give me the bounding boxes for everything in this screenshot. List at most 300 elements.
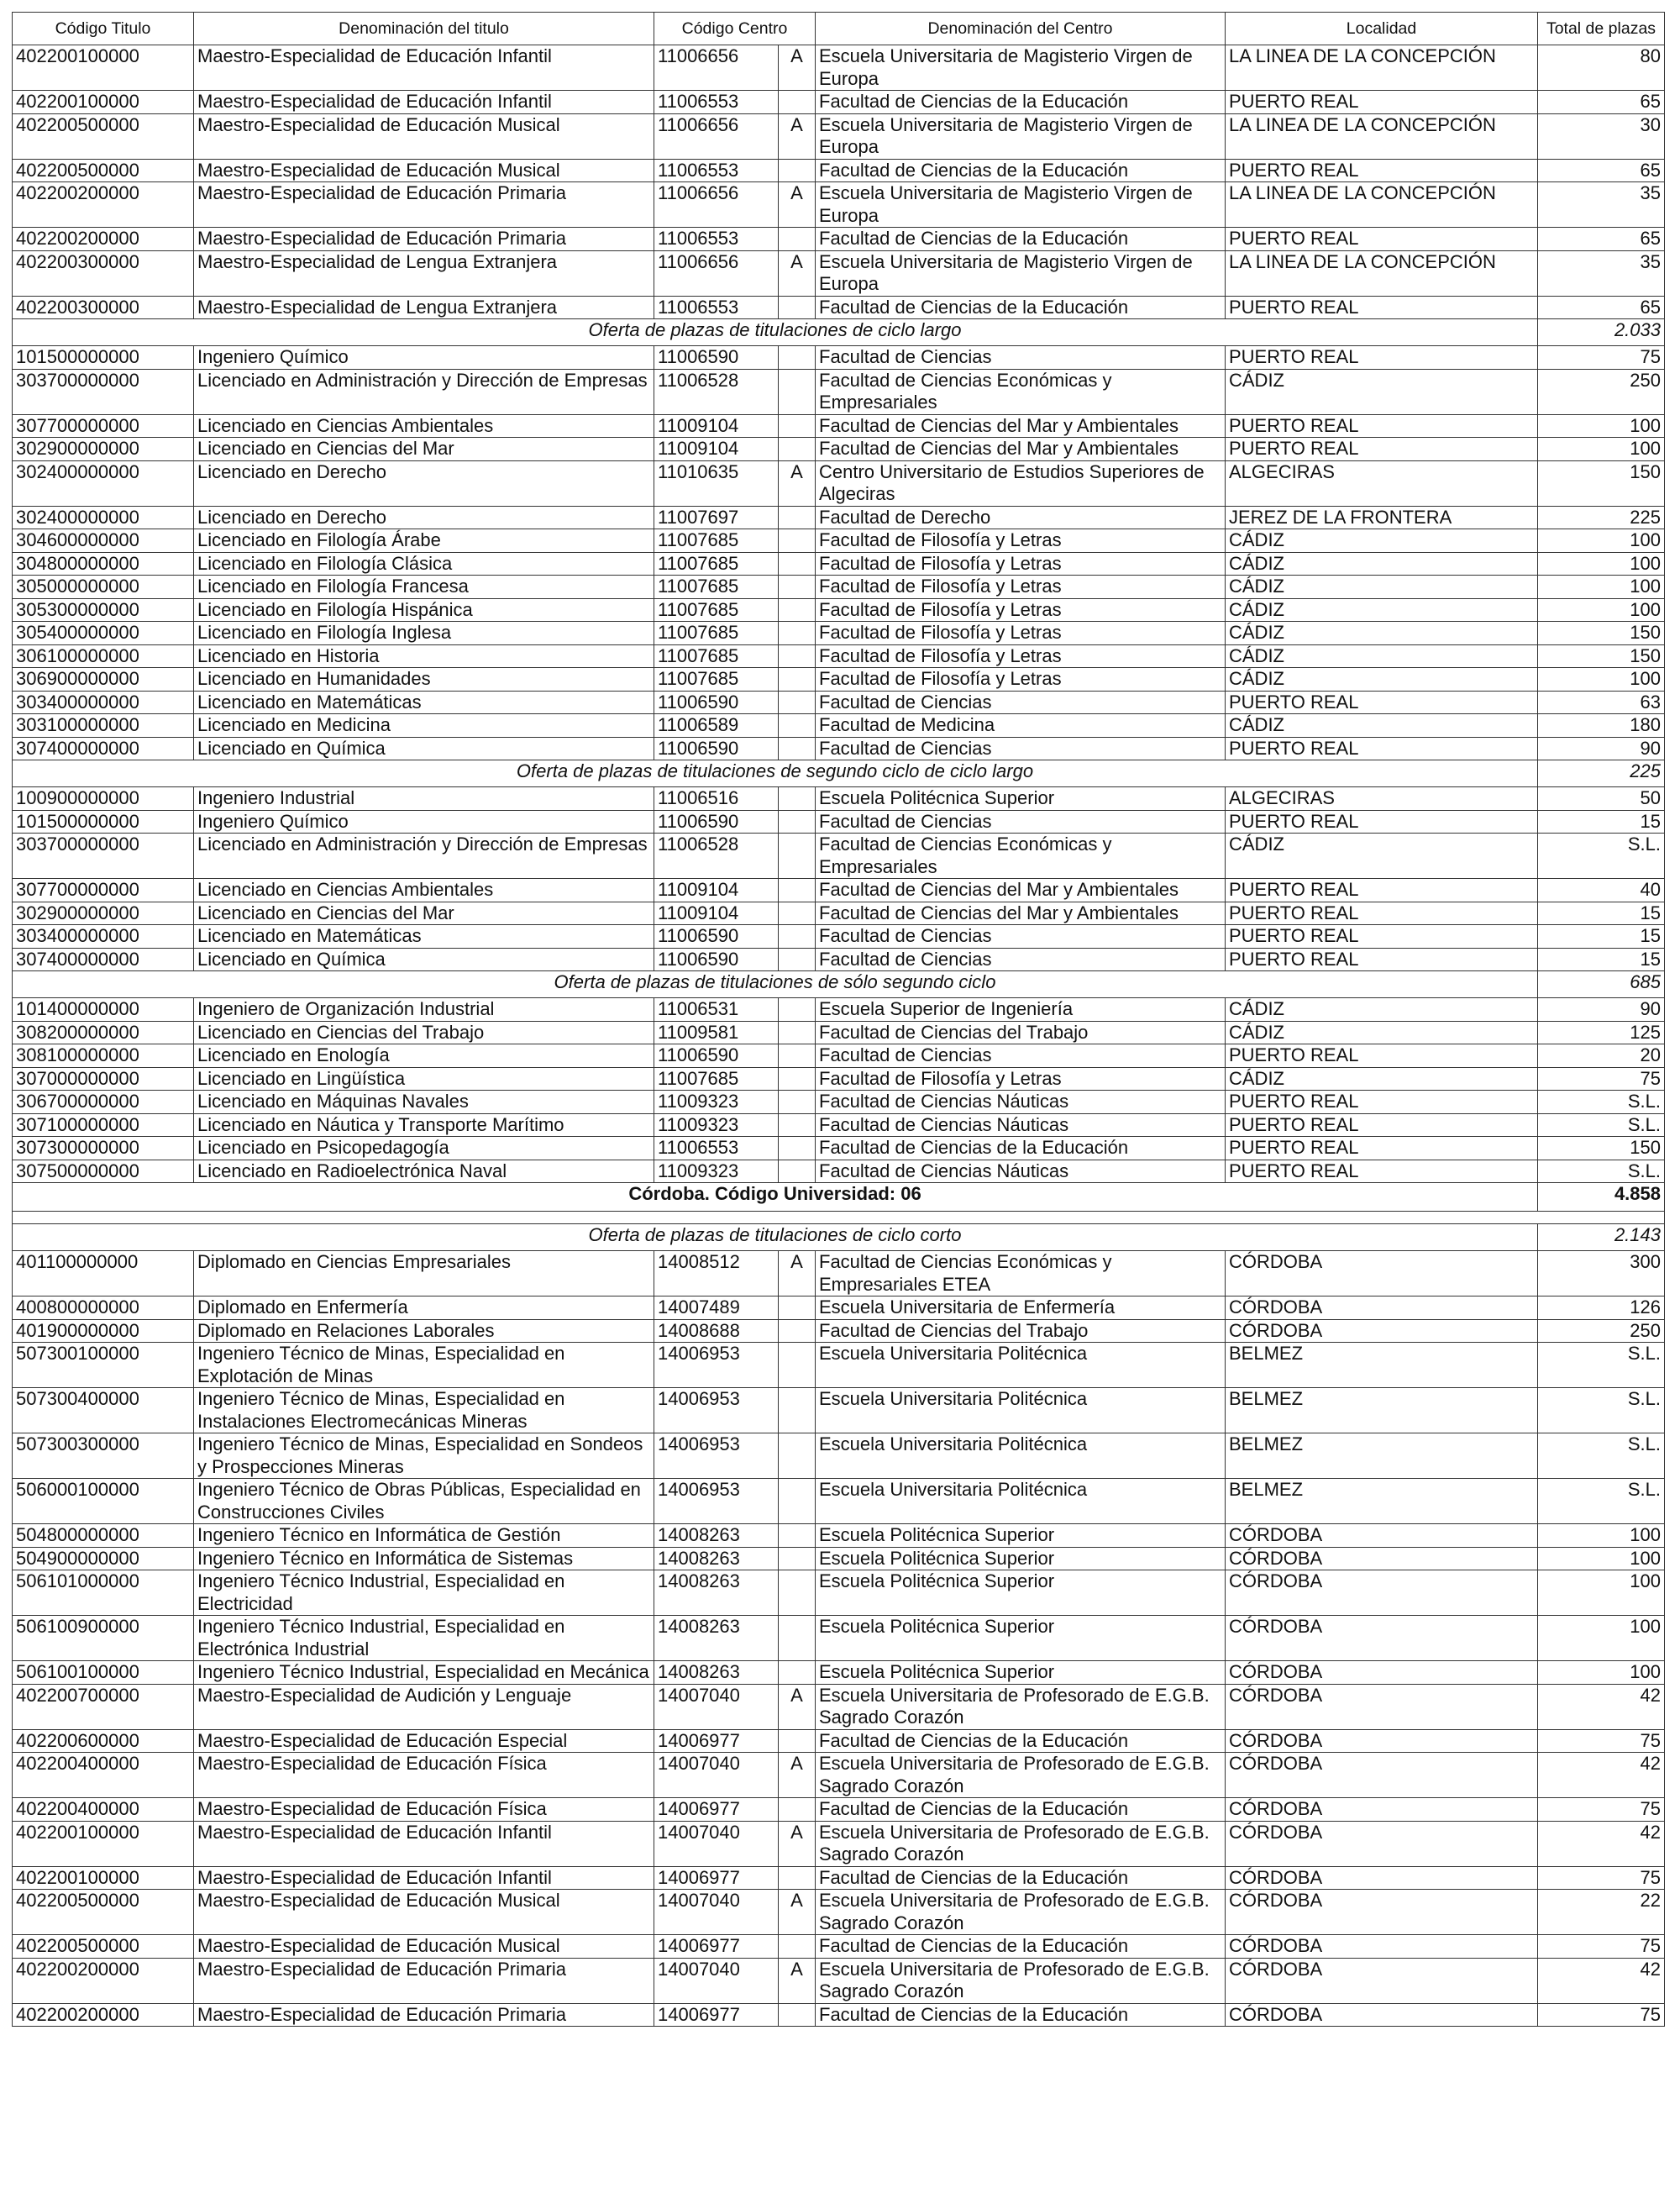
cell-centro-flag (779, 1021, 816, 1044)
cell-codigo-titulo: 101500000000 (13, 810, 194, 834)
cell-denominacion-centro: Facultad de Ciencias (816, 737, 1226, 760)
table-row (13, 182, 1665, 228)
cell-codigo-titulo: 307100000000 (13, 1113, 194, 1137)
cell-centro-flag (779, 998, 816, 1022)
table-row (13, 576, 1665, 599)
cell-codigo-centro: 11007685 (654, 668, 779, 692)
cell-codigo-centro: 11006553 (654, 159, 779, 182)
cell-codigo-centro: 11006531 (654, 998, 779, 1022)
cell-denominacion-centro: Facultad de Ciencias (816, 948, 1226, 971)
cell-denominacion-centro: Escuela Universitaria Politécnica (816, 1479, 1226, 1524)
table-row (13, 1753, 1665, 1798)
cell-denominacion-centro: Facultad de Ciencias de la Educación (816, 91, 1226, 114)
cell-centro-flag (779, 1113, 816, 1137)
cell-codigo-centro: 11009104 (654, 414, 779, 438)
table-row (13, 644, 1665, 668)
cell-denominacion-centro: Facultad de Filosofía y Letras (816, 1067, 1226, 1091)
section-total: 2.033 (1538, 319, 1665, 346)
cell-codigo-centro: 11007685 (654, 644, 779, 668)
cell-denominacion-titulo: Maestro-Especialidad de Audición y Lenguaje (194, 1684, 654, 1729)
cell-denominacion-centro: Escuela Politécnica Superior (816, 1661, 1226, 1685)
cell-denominacion-centro: Facultad de Filosofía y Letras (816, 598, 1226, 622)
table-row (13, 1821, 1665, 1866)
cell-codigo-titulo: 402200300000 (13, 296, 194, 319)
cell-denominacion-centro: Escuela Politécnica Superior (816, 787, 1226, 811)
cell-codigo-titulo: 304800000000 (13, 552, 194, 576)
cell-centro-flag (779, 902, 816, 925)
cell-centro-flag (779, 296, 816, 319)
cell-codigo-centro: 14006977 (654, 1866, 779, 1890)
cell-codigo-centro: 14007040 (654, 1958, 779, 2003)
cell-denominacion-centro: Facultad de Ciencias Económicas y Empresariales (816, 834, 1226, 879)
cell-denominacion-titulo: Ingeniero Químico (194, 346, 654, 370)
cell-codigo-titulo: 400800000000 (13, 1296, 194, 1320)
university-label: Córdoba. Código Universidad: 06 (13, 1183, 1538, 1212)
cell-centro-flag (779, 787, 816, 811)
table-row (13, 902, 1665, 925)
cell-codigo-titulo: 507300400000 (13, 1388, 194, 1433)
cell-centro-flag (779, 1570, 816, 1616)
section-label: Oferta de plazas de titulaciones de sólo segundo ciclo (13, 971, 1538, 998)
cell-total-plazas: 42 (1538, 1684, 1665, 1729)
cell-codigo-titulo: 402200400000 (13, 1798, 194, 1822)
cell-centro-flag (779, 1319, 816, 1343)
cell-codigo-titulo: 100900000000 (13, 787, 194, 811)
table-row (13, 834, 1665, 879)
cell-denominacion-titulo: Licenciado en Derecho (194, 460, 654, 506)
cell-centro-flag: A (779, 45, 816, 91)
table-row (13, 369, 1665, 414)
cell-codigo-titulo: 402200100000 (13, 91, 194, 114)
cell-denominacion-centro: Facultad de Ciencias de la Educación (816, 1866, 1226, 1890)
cell-denominacion-centro: Facultad de Ciencias Económicas y Empresariales (816, 369, 1226, 414)
cell-centro-flag (779, 91, 816, 114)
cell-codigo-titulo: 507300300000 (13, 1433, 194, 1479)
cell-total-plazas: S.L. (1538, 834, 1665, 879)
section-total: 225 (1538, 760, 1665, 787)
cell-denominacion-centro: Escuela Universitaria Politécnica (816, 1433, 1226, 1479)
cell-denominacion-titulo: Ingeniero Técnico en Informática de Sistemas (194, 1547, 654, 1570)
cell-codigo-titulo: 402200500000 (13, 159, 194, 182)
cell-total-plazas: 65 (1538, 159, 1665, 182)
cell-denominacion-centro: Facultad de Filosofía y Letras (816, 576, 1226, 599)
table-row (13, 460, 1665, 506)
table-row (13, 925, 1665, 949)
cell-codigo-titulo: 303400000000 (13, 691, 194, 714)
cell-denominacion-titulo: Licenciado en Lingüística (194, 1067, 654, 1091)
cell-codigo-titulo: 402200700000 (13, 1684, 194, 1729)
cell-localidad: PUERTO REAL (1226, 228, 1538, 251)
table-row (13, 506, 1665, 529)
cell-denominacion-titulo: Licenciado en Matemáticas (194, 691, 654, 714)
table-row (13, 598, 1665, 622)
cell-denominacion-titulo: Ingeniero Químico (194, 810, 654, 834)
cell-centro-flag (779, 228, 816, 251)
cell-localidad: CÁDIZ (1226, 622, 1538, 645)
cell-localidad: CÁDIZ (1226, 1021, 1538, 1044)
table-row (13, 91, 1665, 114)
cell-codigo-centro: 14008263 (654, 1570, 779, 1616)
cell-codigo-titulo: 504800000000 (13, 1524, 194, 1548)
table-row (13, 1319, 1665, 1343)
cell-denominacion-centro: Escuela Universitaria de Profesorado de E.G.B. Sagrado Corazón (816, 1958, 1226, 2003)
cell-localidad: PUERTO REAL (1226, 879, 1538, 902)
cell-denominacion-titulo: Maestro-Especialidad de Educación Musical (194, 1890, 654, 1935)
header-denominacion-titulo: Denominación del titulo (194, 13, 654, 45)
cell-localidad: PUERTO REAL (1226, 810, 1538, 834)
cell-denominacion-titulo: Maestro-Especialidad de Educación Infantil (194, 45, 654, 91)
cell-centro-flag (779, 1388, 816, 1433)
cell-codigo-centro: 14008512 (654, 1251, 779, 1296)
cell-centro-flag (779, 2003, 816, 2027)
cell-localidad: PUERTO REAL (1226, 1137, 1538, 1160)
cell-codigo-centro: 11009581 (654, 1021, 779, 1044)
cell-denominacion-centro: Escuela Universitaria de Magisterio Virgen de Europa (816, 45, 1226, 91)
cell-codigo-centro: 14008263 (654, 1524, 779, 1548)
cell-denominacion-titulo: Licenciado en Psicopedagogía (194, 1137, 654, 1160)
cell-codigo-titulo: 305300000000 (13, 598, 194, 622)
cell-total-plazas: 90 (1538, 998, 1665, 1022)
cell-denominacion-titulo: Licenciado en Química (194, 737, 654, 760)
section-total: 2.143 (1538, 1224, 1665, 1251)
cell-denominacion-titulo: Licenciado en Administración y Dirección de Empresas (194, 369, 654, 414)
cell-centro-flag (779, 1935, 816, 1959)
cell-codigo-titulo: 304600000000 (13, 529, 194, 553)
table-row (13, 1684, 1665, 1729)
cell-localidad: CÓRDOBA (1226, 1616, 1538, 1661)
cell-total-plazas: 75 (1538, 1729, 1665, 1753)
cell-centro-flag (779, 552, 816, 576)
cell-denominacion-centro: Facultad de Ciencias del Trabajo (816, 1021, 1226, 1044)
cell-total-plazas: S.L. (1538, 1433, 1665, 1479)
cell-denominacion-titulo: Licenciado en Ciencias del Trabajo (194, 1021, 654, 1044)
cell-denominacion-titulo: Maestro-Especialidad de Lengua Extranjera (194, 250, 654, 296)
cell-total-plazas: 35 (1538, 250, 1665, 296)
cell-codigo-titulo: 305000000000 (13, 576, 194, 599)
cell-codigo-titulo: 402200300000 (13, 250, 194, 296)
cell-total-plazas: 65 (1538, 296, 1665, 319)
cell-localidad: CÓRDOBA (1226, 1935, 1538, 1959)
table-row (13, 668, 1665, 692)
cell-centro-flag (779, 159, 816, 182)
cell-total-plazas: 15 (1538, 810, 1665, 834)
cell-total-plazas: 75 (1538, 1798, 1665, 1822)
table-header (13, 13, 1665, 45)
cell-total-plazas: 15 (1538, 948, 1665, 971)
cell-denominacion-titulo: Ingeniero Técnico Industrial, Especialidad en Electrónica Industrial (194, 1616, 654, 1661)
cell-denominacion-titulo: Diplomado en Relaciones Laborales (194, 1319, 654, 1343)
cell-denominacion-centro: Escuela Politécnica Superior (816, 1570, 1226, 1616)
cell-localidad: BELMEZ (1226, 1388, 1538, 1433)
cell-denominacion-centro: Escuela Universitaria de Profesorado de E.G.B. Sagrado Corazón (816, 1684, 1226, 1729)
cell-denominacion-titulo: Licenciado en Historia (194, 644, 654, 668)
cell-total-plazas: 300 (1538, 1251, 1665, 1296)
cell-localidad: PUERTO REAL (1226, 1113, 1538, 1137)
cell-codigo-centro: 14006953 (654, 1479, 779, 1524)
cell-denominacion-titulo: Licenciado en Ciencias Ambientales (194, 879, 654, 902)
cell-codigo-centro: 11006656 (654, 113, 779, 159)
cell-localidad: CÓRDOBA (1226, 1958, 1538, 2003)
cell-codigo-titulo: 306100000000 (13, 644, 194, 668)
cell-centro-flag (779, 668, 816, 692)
cell-codigo-centro: 11009104 (654, 902, 779, 925)
cell-codigo-centro: 11006656 (654, 45, 779, 91)
cell-total-plazas: 100 (1538, 438, 1665, 461)
cell-centro-flag (779, 622, 816, 645)
cell-denominacion-centro: Escuela Universitaria de Magisterio Virgen de Europa (816, 113, 1226, 159)
section-label: Oferta de plazas de titulaciones de ciclo largo (13, 319, 1538, 346)
table-row (13, 1524, 1665, 1548)
cell-codigo-centro: 11006656 (654, 182, 779, 228)
table-row (13, 948, 1665, 971)
cell-codigo-titulo: 306700000000 (13, 1091, 194, 1114)
cell-codigo-centro: 11006553 (654, 296, 779, 319)
cell-codigo-centro: 11006590 (654, 346, 779, 370)
cell-codigo-centro: 14006977 (654, 2003, 779, 2027)
cell-centro-flag: A (779, 1821, 816, 1866)
table-row (13, 1021, 1665, 1044)
cell-total-plazas: 75 (1538, 1067, 1665, 1091)
cell-total-plazas: 100 (1538, 576, 1665, 599)
section-label: Oferta de plazas de titulaciones de segundo ciclo de ciclo largo (13, 760, 1538, 787)
cell-centro-flag (779, 1547, 816, 1570)
cell-codigo-centro: 14007040 (654, 1753, 779, 1798)
table-row (13, 1343, 1665, 1388)
table-row (13, 1958, 1665, 2003)
cell-codigo-centro: 11006590 (654, 737, 779, 760)
cell-total-plazas: 15 (1538, 902, 1665, 925)
table-row (13, 998, 1665, 1022)
cell-codigo-centro: 14007489 (654, 1296, 779, 1320)
cell-centro-flag: A (779, 182, 816, 228)
cell-codigo-centro: 14006977 (654, 1729, 779, 1753)
cell-codigo-titulo: 307000000000 (13, 1067, 194, 1091)
cell-localidad: PUERTO REAL (1226, 414, 1538, 438)
cell-denominacion-centro: Facultad de Ciencias Náuticas (816, 1091, 1226, 1114)
table-row (13, 810, 1665, 834)
cell-codigo-centro: 14006953 (654, 1343, 779, 1388)
cell-denominacion-titulo: Licenciado en Filología Árabe (194, 529, 654, 553)
cell-denominacion-titulo: Ingeniero Industrial (194, 787, 654, 811)
cell-total-plazas: 42 (1538, 1821, 1665, 1866)
cell-total-plazas: 40 (1538, 879, 1665, 902)
cell-total-plazas: 250 (1538, 1319, 1665, 1343)
cell-denominacion-titulo: Ingeniero de Organización Industrial (194, 998, 654, 1022)
cell-denominacion-centro: Facultad de Ciencias Náuticas (816, 1113, 1226, 1137)
spacer-row (13, 1212, 1665, 1224)
table-row (13, 1890, 1665, 1935)
cell-codigo-titulo: 303400000000 (13, 925, 194, 949)
table-row (13, 113, 1665, 159)
cell-centro-flag (779, 576, 816, 599)
cell-codigo-titulo: 401100000000 (13, 1251, 194, 1296)
cell-localidad: CÁDIZ (1226, 834, 1538, 879)
table-row (13, 1067, 1665, 1091)
cell-total-plazas: 126 (1538, 1296, 1665, 1320)
table-row (13, 1935, 1665, 1959)
cell-codigo-titulo: 305400000000 (13, 622, 194, 645)
cell-localidad: PUERTO REAL (1226, 737, 1538, 760)
cell-localidad: JEREZ DE LA FRONTERA (1226, 506, 1538, 529)
cell-total-plazas: 20 (1538, 1044, 1665, 1068)
cell-total-plazas: S.L. (1538, 1091, 1665, 1114)
table-row (13, 1729, 1665, 1753)
cell-codigo-centro: 14006953 (654, 1388, 779, 1433)
cell-localidad: PUERTO REAL (1226, 925, 1538, 949)
cell-localidad: LA LINEA DE LA CONCEPCIÓN (1226, 45, 1538, 91)
cell-codigo-titulo: 303700000000 (13, 369, 194, 414)
cell-total-plazas: 180 (1538, 714, 1665, 738)
cell-codigo-centro: 14008263 (654, 1661, 779, 1685)
header-localidad: Localidad (1226, 13, 1538, 45)
cell-codigo-titulo: 307400000000 (13, 737, 194, 760)
cell-total-plazas: 100 (1538, 1524, 1665, 1548)
cell-localidad: PUERTO REAL (1226, 902, 1538, 925)
cell-centro-flag (779, 834, 816, 879)
cell-localidad: CÁDIZ (1226, 644, 1538, 668)
cell-total-plazas: 100 (1538, 1570, 1665, 1616)
cell-localidad: PUERTO REAL (1226, 296, 1538, 319)
cell-centro-flag (779, 810, 816, 834)
cell-denominacion-centro: Facultad de Filosofía y Letras (816, 644, 1226, 668)
cell-denominacion-centro: Facultad de Ciencias de la Educación (816, 159, 1226, 182)
cell-total-plazas: 100 (1538, 414, 1665, 438)
cell-codigo-titulo: 402200500000 (13, 1935, 194, 1959)
table-row (13, 1137, 1665, 1160)
section-row (13, 760, 1665, 787)
cell-centro-flag (779, 714, 816, 738)
places-table (12, 12, 1665, 2027)
table-body (13, 45, 1665, 2027)
cell-centro-flag (779, 438, 816, 461)
cell-codigo-centro: 11009323 (654, 1091, 779, 1114)
table-row (13, 1091, 1665, 1114)
cell-localidad: PUERTO REAL (1226, 346, 1538, 370)
cell-centro-flag (779, 369, 816, 414)
cell-centro-flag: A (779, 1684, 816, 1729)
cell-localidad: PUERTO REAL (1226, 1044, 1538, 1068)
table-row (13, 438, 1665, 461)
cell-localidad: PUERTO REAL (1226, 91, 1538, 114)
cell-denominacion-titulo: Ingeniero Técnico en Informática de Gestión (194, 1524, 654, 1548)
cell-centro-flag (779, 598, 816, 622)
cell-localidad: PUERTO REAL (1226, 691, 1538, 714)
cell-denominacion-centro: Facultad de Ciencias (816, 1044, 1226, 1068)
cell-denominacion-titulo: Licenciado en Filología Hispánica (194, 598, 654, 622)
cell-denominacion-titulo: Ingeniero Técnico de Minas, Especialidad en Instalaciones Electromecánicas Mineras (194, 1388, 654, 1433)
table-row (13, 622, 1665, 645)
cell-codigo-centro: 11010635 (654, 460, 779, 506)
cell-localidad: CÓRDOBA (1226, 1729, 1538, 1753)
cell-denominacion-centro: Facultad de Ciencias de la Educación (816, 1137, 1226, 1160)
cell-denominacion-titulo: Licenciado en Derecho (194, 506, 654, 529)
section-total: 685 (1538, 971, 1665, 998)
cell-total-plazas: 75 (1538, 346, 1665, 370)
cell-codigo-centro: 11007685 (654, 576, 779, 599)
cell-total-plazas: 42 (1538, 1958, 1665, 2003)
cell-codigo-titulo: 402200100000 (13, 45, 194, 91)
cell-codigo-centro: 14008263 (654, 1547, 779, 1570)
cell-localidad: CÓRDOBA (1226, 1570, 1538, 1616)
cell-total-plazas: 150 (1538, 644, 1665, 668)
cell-total-plazas: 50 (1538, 787, 1665, 811)
table-row (13, 159, 1665, 182)
cell-denominacion-titulo: Maestro-Especialidad de Lengua Extranjera (194, 296, 654, 319)
cell-codigo-titulo: 307700000000 (13, 414, 194, 438)
table-row (13, 552, 1665, 576)
cell-codigo-titulo: 303100000000 (13, 714, 194, 738)
cell-denominacion-titulo: Licenciado en Enología (194, 1044, 654, 1068)
cell-codigo-centro: 11007685 (654, 529, 779, 553)
cell-localidad: CÓRDOBA (1226, 1866, 1538, 1890)
cell-localidad: CÁDIZ (1226, 714, 1538, 738)
cell-codigo-centro: 11007685 (654, 1067, 779, 1091)
header-denominacion-centro: Denominación del Centro (816, 13, 1226, 45)
cell-localidad: PUERTO REAL (1226, 1160, 1538, 1183)
cell-localidad: LA LINEA DE LA CONCEPCIÓN (1226, 182, 1538, 228)
university-row (13, 1183, 1665, 1212)
cell-codigo-titulo: 302400000000 (13, 506, 194, 529)
cell-codigo-titulo: 307400000000 (13, 948, 194, 971)
cell-codigo-centro: 11006590 (654, 810, 779, 834)
cell-codigo-titulo: 504900000000 (13, 1547, 194, 1570)
cell-codigo-titulo: 402200200000 (13, 182, 194, 228)
cell-denominacion-titulo: Licenciado en Filología Francesa (194, 576, 654, 599)
cell-codigo-centro: 11009104 (654, 438, 779, 461)
header-total-plazas: Total de plazas (1538, 13, 1665, 45)
cell-localidad: CÓRDOBA (1226, 1821, 1538, 1866)
cell-codigo-titulo: 402200600000 (13, 1729, 194, 1753)
cell-localidad: CÓRDOBA (1226, 1684, 1538, 1729)
cell-centro-flag (779, 1524, 816, 1548)
table-row (13, 879, 1665, 902)
table-row (13, 228, 1665, 251)
cell-centro-flag (779, 506, 816, 529)
cell-total-plazas: 15 (1538, 925, 1665, 949)
cell-codigo-titulo: 402200100000 (13, 1821, 194, 1866)
cell-denominacion-titulo: Licenciado en Medicina (194, 714, 654, 738)
cell-total-plazas: 150 (1538, 1137, 1665, 1160)
cell-centro-flag (779, 1160, 816, 1183)
cell-total-plazas: S.L. (1538, 1113, 1665, 1137)
cell-centro-flag (779, 1343, 816, 1388)
cell-codigo-titulo: 101400000000 (13, 998, 194, 1022)
cell-denominacion-centro: Facultad de Ciencias del Mar y Ambientales (816, 879, 1226, 902)
cell-centro-flag (779, 414, 816, 438)
cell-codigo-titulo: 307700000000 (13, 879, 194, 902)
cell-denominacion-titulo: Maestro-Especialidad de Educación Musical (194, 1935, 654, 1959)
cell-codigo-centro: 11006589 (654, 714, 779, 738)
cell-denominacion-centro: Facultad de Filosofía y Letras (816, 668, 1226, 692)
cell-total-plazas: 150 (1538, 460, 1665, 506)
cell-codigo-centro: 11009323 (654, 1160, 779, 1183)
cell-codigo-titulo: 402200500000 (13, 1890, 194, 1935)
table-row (13, 1570, 1665, 1616)
university-total: 4.858 (1538, 1183, 1665, 1212)
cell-codigo-centro: 11006590 (654, 1044, 779, 1068)
cell-denominacion-centro: Escuela Politécnica Superior (816, 1616, 1226, 1661)
cell-denominacion-centro: Facultad de Ciencias (816, 925, 1226, 949)
cell-codigo-titulo: 308100000000 (13, 1044, 194, 1068)
cell-denominacion-titulo: Licenciado en Ciencias Ambientales (194, 414, 654, 438)
cell-codigo-titulo: 402200200000 (13, 2003, 194, 2027)
cell-denominacion-titulo: Licenciado en Química (194, 948, 654, 971)
cell-localidad: CÁDIZ (1226, 576, 1538, 599)
cell-denominacion-centro: Facultad de Ciencias Náuticas (816, 1160, 1226, 1183)
cell-localidad: ALGECIRAS (1226, 787, 1538, 811)
cell-localidad: BELMEZ (1226, 1433, 1538, 1479)
cell-centro-flag (779, 1729, 816, 1753)
